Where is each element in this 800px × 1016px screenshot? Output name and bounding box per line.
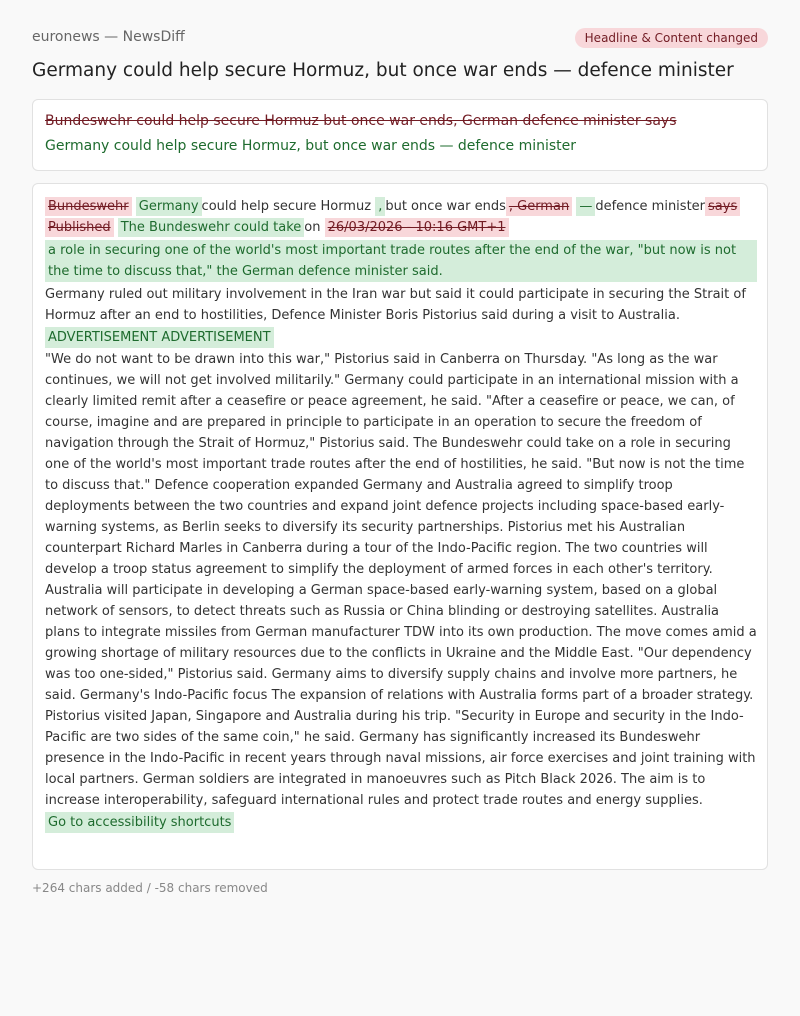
inserted-text: —: [576, 197, 595, 216]
deleted-text: Published: [45, 218, 114, 237]
deleted-text: 26/03/2026 - 10:16 GMT+1: [325, 218, 509, 237]
new-headline: Germany could help secure Hormuz, but once war ends — defence minister: [45, 138, 577, 154]
content-diff-card: [32, 183, 768, 870]
unchanged-text: but once war ends: [385, 199, 506, 214]
deleted-text: , German: [506, 197, 572, 216]
old-headline: Bundeswehr could help secure Hormuz but once war ends, German defence minister says: [45, 113, 677, 129]
inserted-block: a role in securing one of the world's most important trade routes after the end of the war, "but now is not the time to discuss that," the German defence minister said.: [45, 240, 757, 282]
unchanged-text: defence minister: [595, 199, 706, 214]
inserted-text: ,: [375, 197, 385, 216]
deleted-text: Bundeswehr: [45, 197, 132, 216]
unchanged-paragraph: Germany ruled out military involvement in the Iran war but said it could participate in securing the Strait of Hormuz after an end to hostilities, Defence Minister Boris Pistorius said during a visit to Australia.: [45, 287, 746, 323]
change-type-badge: Headline & Content changed: [575, 28, 768, 48]
content-diff-text: [45, 196, 757, 834]
page-title: Germany could help secure Hormuz, but once war ends — defence minister: [32, 60, 734, 81]
unchanged-paragraph: "We do not want to be drawn into this war," Pistorius said in Canberra on Thursday. "As long as the war continues, we will not get involved militarily." Germany could participate in an international mission with a clearly limited remit after a ceasefire or peace agreement, he said. "After a ceasefire or peace, we can, of course, imagine and are prepared in principle to participate in an operation to secure the freedom of navigation through the Strait of Hormuz," Pistorius said. The Bundeswehr could take on a role in securing one of the world's most important trade routes after the end of hostilities, he said. "But now is not the time to discuss that." Defence cooperation expanded Germany and Australia agreed to simplify troop deployments between the two countries and expand joint defence projects including space-based early-warning systems, as Berlin seeks to diversify its security partnerships. Pistorius met his Australian counterpart Richard Marles in Canberra during a tour of the Indo-Pacific region. The two countries will develop a troop status agreement to simplify the deployment of armed forces in each other's territory. Australia will participate in developing a German space-based early-warning system, based on a global network of sensors, to detect threats such as Russia or China blinding or destroying satellites. Australia plans to integrate missiles from German manufacturer TDW into its own production. The move comes amid a growing shortage of military resources due to the conflicts in Ukraine and the Middle East. "Our dependency was too one-sided," Pistorius said. Germany aims to diversify supply chains and involve more partners, he said. Germany's Indo-Pacific focus The expansion of relations with Australia forms part of a broader strategy. Pistorius visited Japan, Singapore and Australia during his trip. "Security in Europe and security in the Indo-Pacific are two sides of the same coin," he said. Germany has significantly increased its Bundeswehr presence in the Indo-Pacific in recent years through naval missions, air force exercises and joint training with local partners. German soldiers are integrated in manoeuvres such as Pitch Black 2026. The aim is to increase interoperability, safeguard international rules and protect trade routes and energy supplies.: [45, 352, 757, 808]
diff-stats: +264 chars added / -58 chars removed: [32, 881, 268, 895]
deleted-text: says: [705, 197, 740, 216]
inserted-block: ADVERTISEMENT ADVERTISEMENT: [45, 327, 274, 348]
unchanged-text: could help secure Hormuz: [201, 199, 372, 214]
source-label: euronews — NewsDiff: [32, 29, 185, 45]
inserted-link-text: Go to accessibility shortcuts: [45, 812, 234, 833]
headline-diff-card: [32, 99, 768, 171]
unchanged-text: on: [304, 220, 321, 235]
inserted-text: The Bundeswehr could take: [118, 218, 305, 237]
inserted-text: Germany: [136, 197, 202, 216]
